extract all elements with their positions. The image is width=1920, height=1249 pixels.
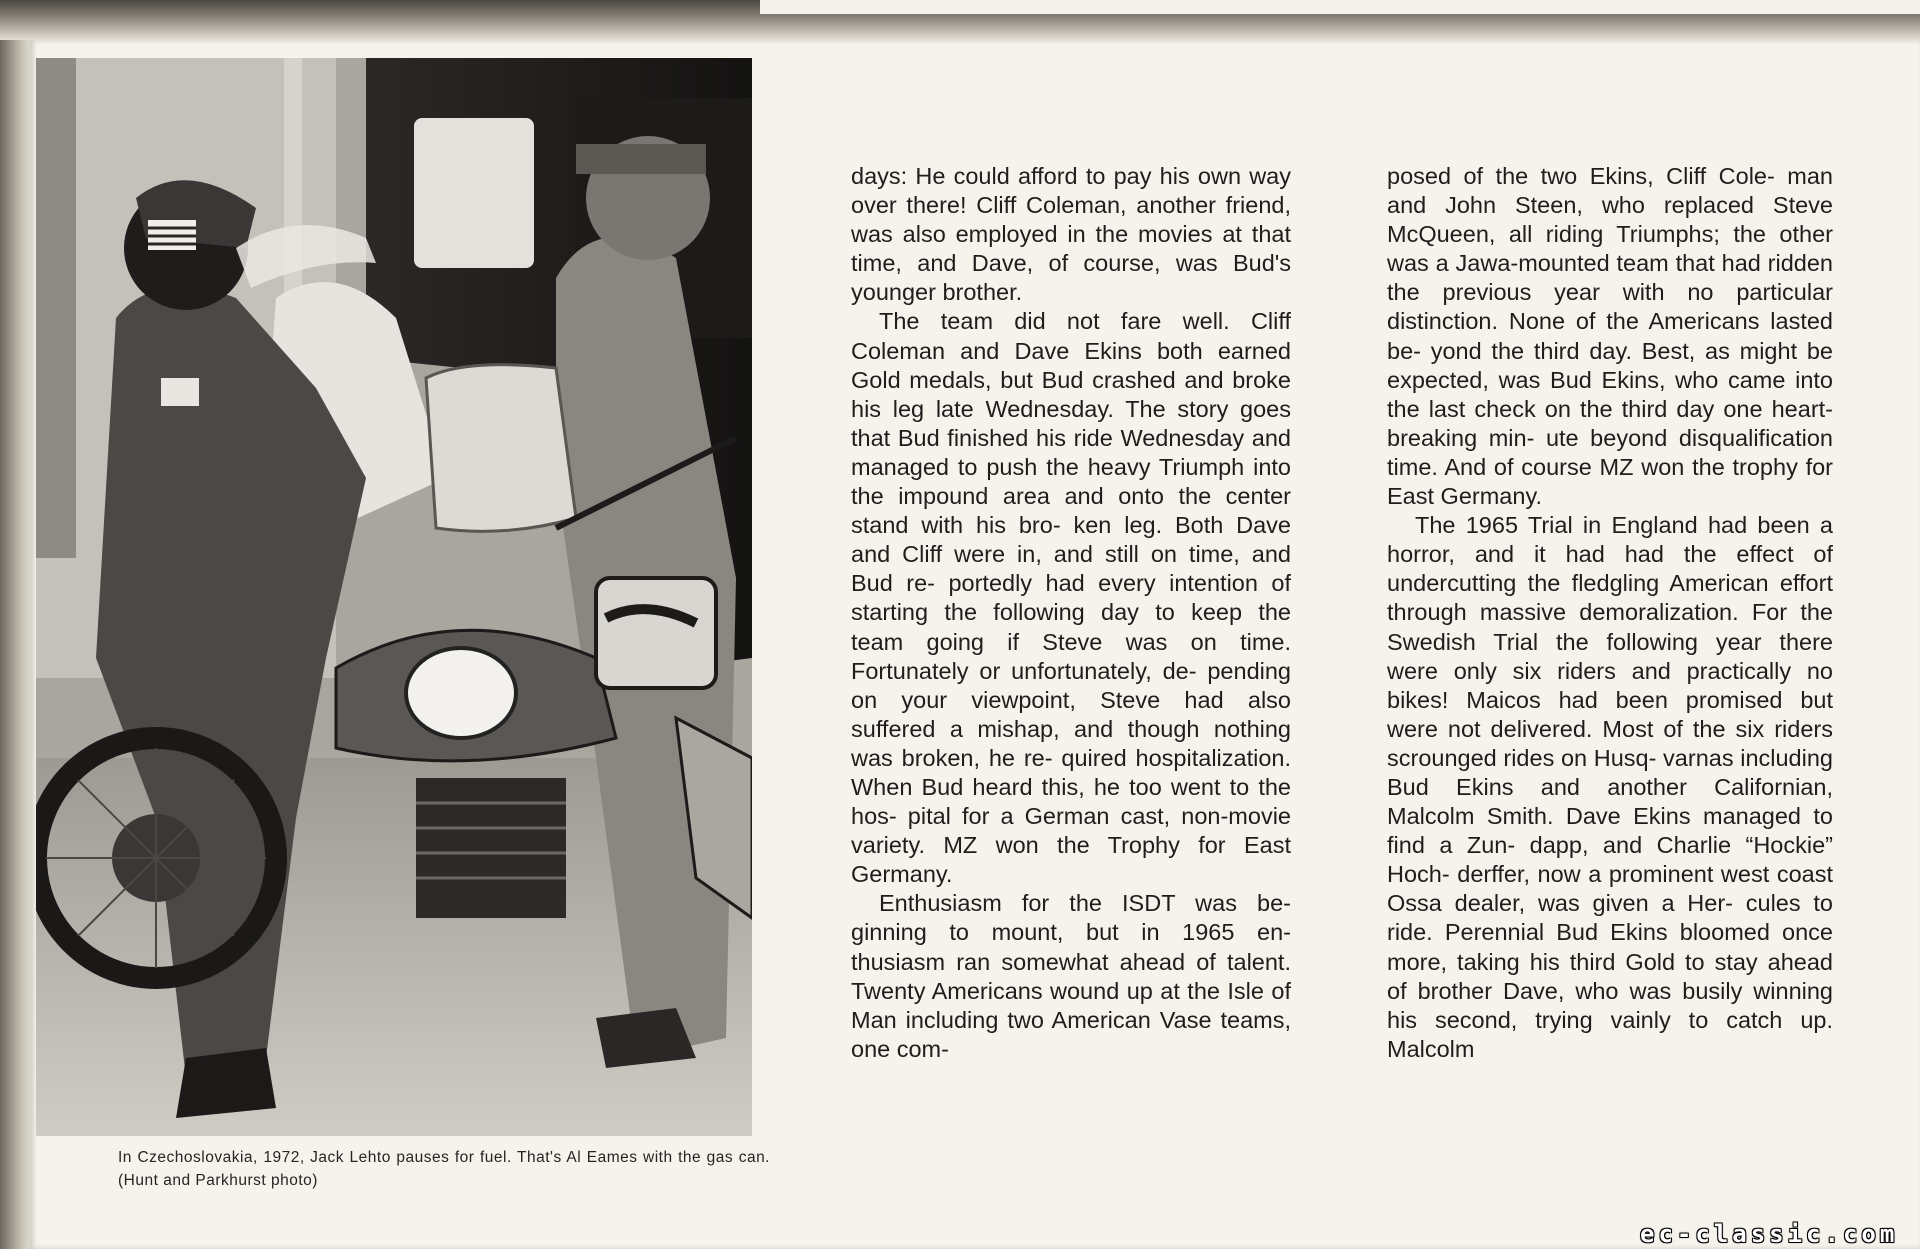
column-2-paragraph: posed of the two Ekins, Cliff Cole- man and John Steen, who replaced Steve McQueen, all riding Triumphs; the other was a Jawa-mounted team that had ridden the previous year with no particular distinction. None of the Americans lasted be- yond the third day. Best, as might be expected, was Bud Ekins, who came into the last check on the third day one heart-breaking min- ute beyond disqualification time. And of course MZ won the trophy for East Germany. xyxy=(1387,163,1833,510)
column-1-paragraph: The team did not fare well. Cliff Coleman and Dave Ekins both earned Gold medals, but Bud crashed and broke his leg late Wednesday. The story goes that Bud finished his ride Wednesday and managed to push the heavy Triumph into the impound area and onto the center stand with his bro- ken leg. Both Dave and Cliff were in, and still on time, and Bud re- portedly had every intention of starting the following day to keep the team going if Steve was on time. Fortunately or unfortunately, de- pending on your viewpoint, Steve had also suffered a mishap, and though nothing was broken, he re- quired hospitalization. When Bud heard this, he too went to the hos- pital for a German cast, non-movie variety. MZ won the Trophy for East Germany. xyxy=(851,308,1291,888)
motorcycle-fuel-stop-photo xyxy=(36,58,752,1136)
column-1-paragraph: Enthusiasm for the ISDT was be- ginning to mount, but in 1965 en- thusiasm ran somewhat ahead of talent. Twenty Americans wound up at the Isle of Man including two American Vase teams, one com- xyxy=(851,890,1291,1062)
photo-caption: In Czechoslovakia, 1972, Jack Lehto pauses for fuel. That's Al Eames with the gas can. (Hunt and Parkhurst photo) xyxy=(118,1149,770,1189)
page-top-edge xyxy=(760,0,1920,14)
column-2-paragraph: The 1965 Trial in England had been a horror, and it had had the effect of undercutting the fledgling American effort through massive demoralization. For the Swedish Trial the following year there were only six riders and practically no bikes! Maicos had been promised but were not delivered. Most of the six riders scrounged rides on Husq- varnas including Bud Ekins and another Californian, Malcolm Smith. Dave Ekins managed to find a Zun- dapp, and Charlie “Hockie” Hoch- derffer, now a prominent west coast Ossa dealer, was given a Her- cules to ride. Perennial Bud Ekins bloomed once more, taking his third Gold to stay ahead of brother Dave, who was busily winning his second, trying vainly to catch up. Malcolm xyxy=(1387,512,1833,1062)
article-column-1 xyxy=(851,162,1291,1192)
site-watermark: ec-classic.com xyxy=(1640,1220,1899,1248)
page-binding xyxy=(0,0,30,1249)
column-1-paragraph: days: He could afford to pay his own way over there! Cliff Coleman, another friend, was also employed in the movies at that time, and Dave, of course, was Bud's younger brother. xyxy=(851,163,1291,306)
article-column-2 xyxy=(1387,162,1833,1192)
